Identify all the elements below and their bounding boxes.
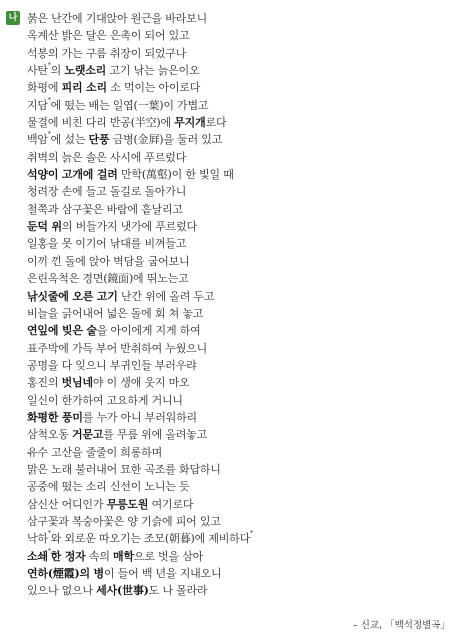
emphasized-phrase: 매학 bbox=[113, 549, 134, 563]
emphasized-phrase: 무릉도원 bbox=[106, 497, 149, 511]
emphasized-phrase: 화평한 풍미 bbox=[27, 410, 83, 424]
poem-line bbox=[27, 322, 457, 339]
emphasized-phrase: 노랫소리 bbox=[64, 64, 107, 78]
line-text: 청려장 손에 들고 돌길로 돌아가니 bbox=[27, 185, 187, 199]
line-text: 취벽의 늙은 솔은 사시에 푸르렀다 bbox=[27, 150, 187, 164]
poem-line bbox=[27, 305, 457, 322]
line-text: 의 bbox=[50, 64, 65, 78]
line-text: 난간 위에 올려 두고 bbox=[117, 289, 215, 303]
line-text: 를 누가 아니 부러워하리 bbox=[82, 410, 197, 424]
poem-line bbox=[27, 374, 457, 391]
line-text: 으로 벗을 삼아 bbox=[133, 549, 204, 563]
emphasized-phrase: 연하(煙霞)의 병 bbox=[27, 567, 104, 580]
emphasized-phrase: 한 정자 bbox=[50, 549, 86, 563]
annotation-mark: * bbox=[47, 62, 51, 70]
line-text: 삼척오동 bbox=[27, 428, 73, 442]
line-text: 여기로다 bbox=[148, 497, 194, 511]
line-text: 와 외로운 따오기는 조모(朝暮)에 제비하다 bbox=[50, 532, 251, 546]
poem-line bbox=[27, 530, 457, 547]
line-text: 일신이 한가하여 고요하게 거니니 bbox=[27, 393, 183, 407]
emphasized-phrase: 거문고 bbox=[72, 428, 104, 442]
line-text: 이끼 낀 돌에 앉아 벽담을 굽어보니 bbox=[27, 254, 190, 268]
line-text: 소 먹이는 아이로다 bbox=[106, 81, 201, 95]
emphasized-phrase: 낚싯줄에 오른 고기 bbox=[27, 289, 118, 303]
emphasized-phrase: 연잎에 빚은 술 bbox=[27, 324, 97, 338]
poem-line bbox=[27, 548, 457, 565]
line-text: 금병(金屛)을 둘러 있고 bbox=[109, 133, 223, 147]
line-text: 로다 bbox=[205, 116, 227, 130]
line-text: 이 들어 백 년을 지내오니 bbox=[103, 567, 222, 580]
poem-line bbox=[27, 444, 457, 461]
emphasized-phrase: 피리 소리 bbox=[61, 81, 107, 95]
poem-line bbox=[27, 131, 457, 148]
line-text: 속의 bbox=[85, 549, 114, 563]
annotation-mark: * bbox=[47, 547, 51, 555]
emphasized-phrase: 벗님네 bbox=[61, 376, 93, 390]
poem-line bbox=[27, 166, 457, 183]
line-text: 을 아이에게 지게 하여 bbox=[96, 324, 201, 338]
line-text: 의 버들가지 냇가에 푸르렀다 bbox=[61, 220, 197, 234]
emphasized-phrase: 무지개 bbox=[174, 116, 206, 130]
line-text: 일홍을 못 이기어 낚대를 비껴들고 bbox=[27, 237, 187, 251]
emphasized-phrase: 단풍 bbox=[88, 133, 110, 147]
poem-line bbox=[27, 114, 457, 131]
line-text: 석봉의 가는 구름 취장이 되었구나 bbox=[27, 46, 187, 60]
poem-line bbox=[27, 45, 457, 62]
poem-line bbox=[27, 201, 457, 218]
line-text: 지담 bbox=[27, 98, 48, 112]
poem-line bbox=[27, 565, 457, 582]
line-text: 삼신산 어디인가 bbox=[27, 497, 107, 511]
line-text: 야 이 생애 웃지 마오 bbox=[92, 376, 190, 390]
source-citation: – 신교, 「백석정별곡」 bbox=[352, 620, 450, 631]
poem-line bbox=[27, 426, 457, 443]
poem-line bbox=[27, 478, 457, 495]
poem-line bbox=[27, 409, 457, 426]
line-text: 공중에 떴는 소리 신선이 노니는 듯 bbox=[27, 480, 190, 494]
poem-line bbox=[27, 513, 457, 530]
line-text: 도 나 몰라라 bbox=[148, 584, 208, 598]
line-text: 유수 고산을 줄줄이 희롱하며 bbox=[27, 445, 163, 459]
poem-line bbox=[27, 149, 457, 166]
line-text: 옥계산 밝은 달은 은촉이 되어 있고 bbox=[27, 29, 190, 43]
annotation-mark: * bbox=[47, 96, 51, 104]
poem-line bbox=[27, 97, 457, 114]
line-text: 붉은 난간에 기대앉아 원근을 바라보니 bbox=[27, 12, 208, 25]
emphasized-phrase: 석양이 고개에 걸려 bbox=[27, 168, 118, 182]
line-text: 철쭉과 삼구꽃은 바람에 흩날리고 bbox=[27, 202, 183, 216]
poem-line bbox=[27, 79, 457, 96]
line-text: 은린옥척은 경면(鏡面)에 뛰노는고 bbox=[27, 272, 189, 286]
line-text: 홍진의 bbox=[27, 376, 62, 390]
poem-line bbox=[27, 62, 457, 79]
poem-line bbox=[27, 461, 457, 478]
poem-line bbox=[27, 10, 457, 27]
poem-line bbox=[27, 340, 457, 357]
line-text: 사탄 bbox=[27, 64, 48, 78]
poem-line bbox=[27, 183, 457, 200]
emphasized-phrase: 세사(世事) bbox=[96, 584, 149, 598]
emphasized-phrase: 둔덕 위 bbox=[27, 220, 62, 234]
poem-line bbox=[27, 270, 457, 287]
line-text: 낙하 bbox=[27, 532, 48, 546]
poem-line bbox=[27, 392, 457, 409]
poem-line bbox=[27, 357, 457, 374]
poem-line bbox=[27, 235, 457, 252]
annotation-mark: * bbox=[47, 530, 51, 538]
line-text: 를 무릎 위에 올려놓고 bbox=[103, 428, 208, 442]
annotation-mark: * bbox=[47, 131, 51, 139]
line-text: 맑은 노래 불러내어 묘한 곡조를 화답하니 bbox=[27, 462, 221, 476]
poem-line bbox=[27, 27, 457, 44]
line-text: 삼구꽃과 복숭아꽃은 양 기슭에 피어 있고 bbox=[27, 514, 221, 528]
line-text: 만학(萬壑)이 한 빛일 때 bbox=[117, 168, 234, 182]
poem-line bbox=[27, 253, 457, 270]
emphasized-phrase: 소쇄 bbox=[27, 549, 48, 563]
line-text: 고기 낚는 늙은이오 bbox=[106, 64, 200, 78]
line-text: 백암 bbox=[27, 133, 48, 147]
poem-line bbox=[27, 496, 457, 513]
section-badge: 나 bbox=[6, 11, 20, 25]
poem-line bbox=[27, 218, 457, 235]
line-text: 비늘을 긁어내어 넓은 돌에 회 쳐 놓고 bbox=[27, 306, 204, 320]
annotation-mark: * bbox=[250, 530, 253, 538]
line-text: 있으나 없으나 bbox=[27, 584, 97, 598]
line-text: 표주박에 가득 부어 반취하여 누웠으니 bbox=[27, 341, 208, 355]
poem-body bbox=[27, 10, 457, 600]
line-text: 화평에 bbox=[27, 81, 62, 95]
poem-line bbox=[27, 288, 457, 305]
line-text: 에 떴는 배는 일엽(一葉)이 가볍고 bbox=[50, 98, 209, 112]
line-text: 에 섰는 bbox=[50, 133, 89, 147]
poem-line bbox=[27, 582, 457, 599]
line-text: 물결에 비친 다리 반공(半空)에 bbox=[27, 116, 175, 130]
line-text: 공명을 다 잊으니 부귀인들 부러우랴 bbox=[27, 358, 197, 372]
